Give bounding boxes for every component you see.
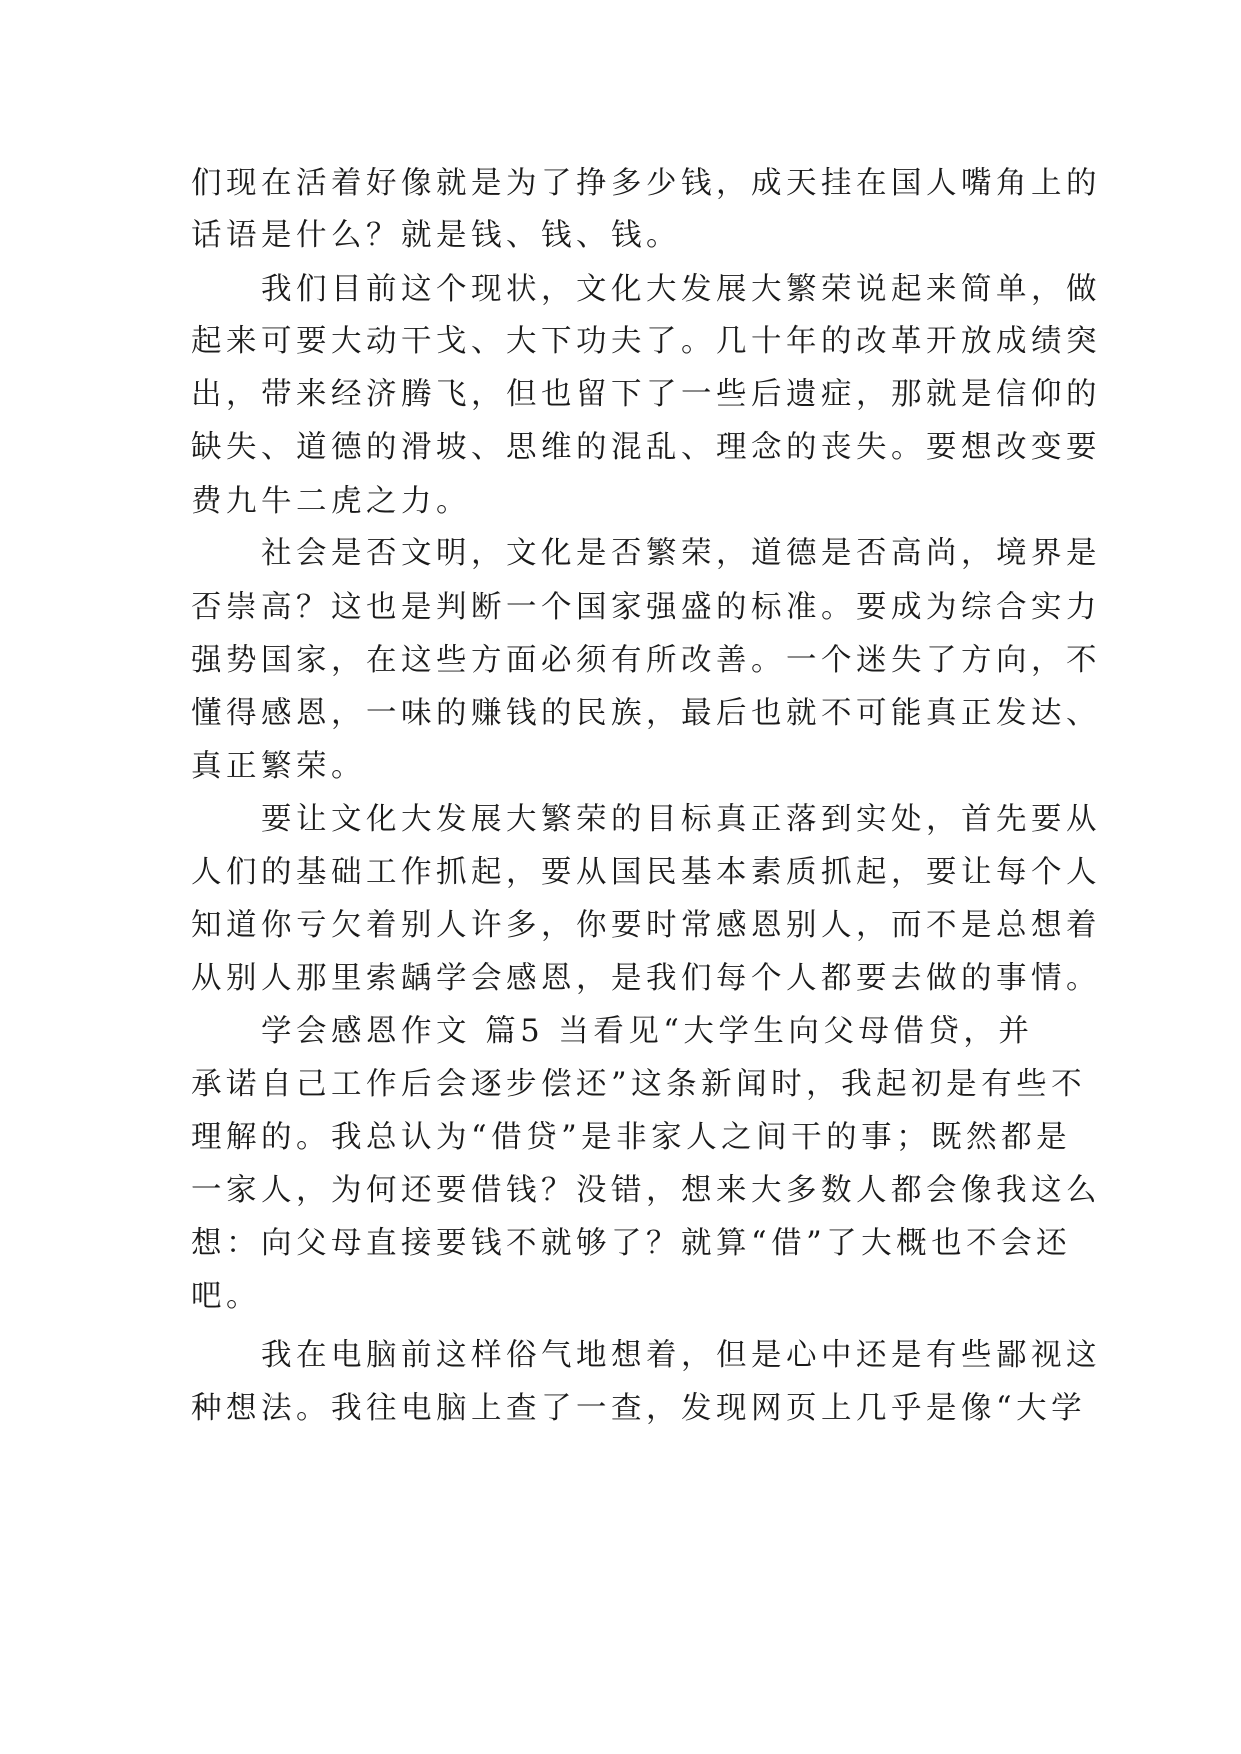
paragraph-first-line: 我在电脑前这样俗气地想着，但是心中还是有些鄙视这	[261, 1338, 1101, 1373]
paragraph-first-line: 社会是否文明，文化是否繁荣，道德是否高尚，境界是	[261, 536, 1101, 571]
text-line: 种想法。我往电脑上查了一查，发现网页上几乎是像“大学	[191, 1391, 1087, 1426]
text-line: 从别人那里索龋学会感恩，是我们每个人都要去做的事情。	[191, 961, 1101, 996]
text-line: 知道你亏欠着别人许多，你要时常感恩别人，而不是总想着	[191, 908, 1101, 943]
paragraph-first-line: 要让文化大发展大繁荣的目标真正落到实处，首先要从	[261, 802, 1101, 837]
text-line: 强势国家，在这些方面必须有所改善。一个迷失了方向，不	[191, 643, 1101, 678]
text-line: 否崇高？这也是判断一个国家强盛的标准。要成为综合实力	[191, 590, 1101, 625]
text-line: 缺失、道德的滑坡、思维的混乱、理念的丧失。要想改变要	[191, 430, 1101, 465]
text-line: 们现在活着好像就是为了挣多少钱，成天挂在国人嘴角上的	[191, 166, 1101, 201]
text-line: 人们的基础工作抓起，要从国民基本素质抓起，要让每个人	[191, 855, 1101, 890]
text-line: 懂得感恩，一味的赚钱的民族，最后也就不可能真正发达、	[191, 696, 1101, 731]
text-line: 理解的。我总认为“借贷”是非家人之间干的事；既然都是	[191, 1120, 1072, 1155]
text-line: 费九牛二虎之力。	[191, 484, 471, 519]
text-line: 起来可要大动干戈、大下功夫了。几十年的改革开放成绩突	[191, 324, 1101, 359]
text-line: 话语是什么？就是钱、钱、钱。	[191, 218, 681, 253]
text-line: 真正繁荣。	[191, 749, 366, 784]
text-line: 承诺自己工作后会逐步偿还”这条新闻时，我起初是有些不	[191, 1067, 1087, 1102]
text-line: 吧。	[191, 1279, 261, 1314]
text-line: 出，带来经济腾飞，但也留下了一些后遗症，那就是信仰的	[191, 377, 1101, 412]
text-line: 想：向父母直接要钱不就够了？就算“借”了大概也不会还	[191, 1226, 1072, 1261]
section-heading-line: 学会感恩作文 篇5 当看见“大学生向父母借贷，并	[261, 1014, 1034, 1049]
text-line: 一家人，为何还要借钱？没错，想来大多数人都会像我这么	[191, 1173, 1101, 1208]
paragraph-first-line: 我们目前这个现状，文化大发展大繁荣说起来简单，做	[261, 272, 1101, 307]
